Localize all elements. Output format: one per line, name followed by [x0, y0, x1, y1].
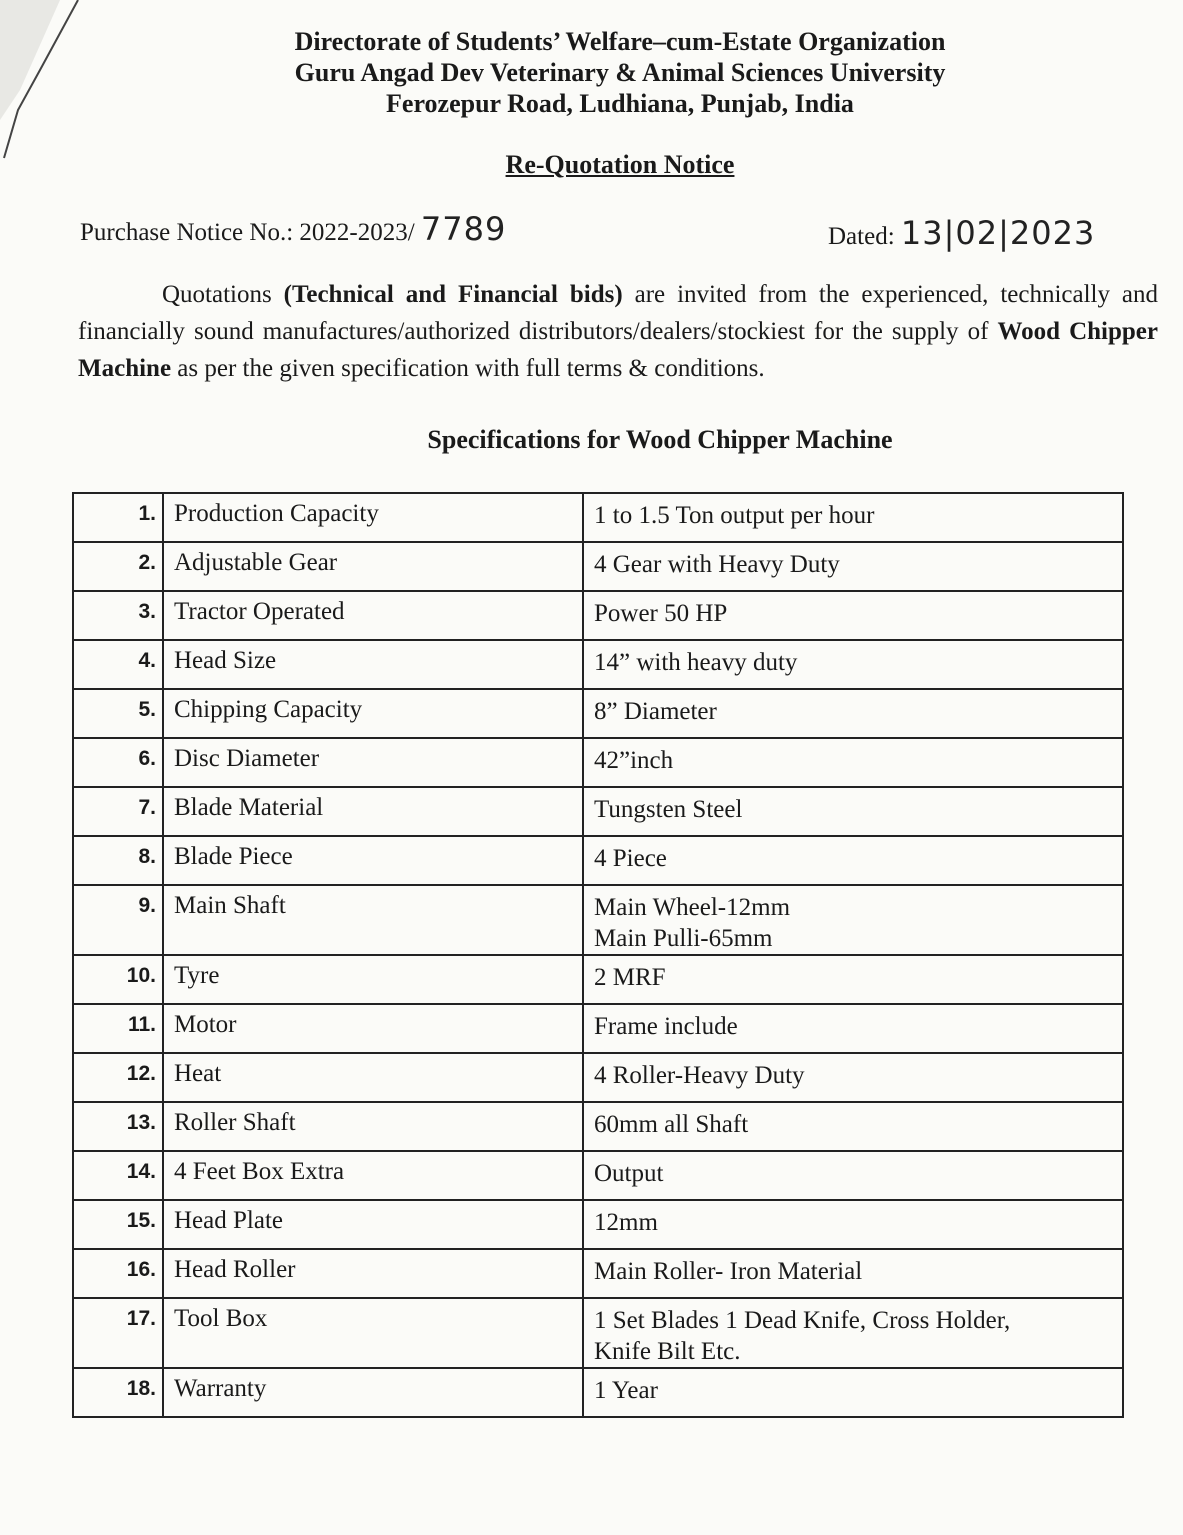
spec-value-line: Main Wheel-12mm [594, 894, 791, 921]
spec-parameter: Head Plate [163, 1200, 583, 1249]
spec-value [583, 1151, 1123, 1200]
spec-number: 1. [73, 493, 163, 542]
spec-number: 4. [73, 640, 163, 689]
table-row [73, 689, 1123, 738]
spec-parameter: Blade Material [163, 787, 583, 836]
spec-number: 5. [73, 689, 163, 738]
page-edge-mark [0, 0, 90, 160]
spec-number: 2. [73, 542, 163, 591]
spec-parameter: 4 Feet Box Extra [163, 1151, 583, 1200]
dated-handwritten-value: 13|02|2023 [900, 214, 1096, 252]
spec-value-line: 4 Piece [594, 845, 667, 872]
spec-value [583, 1102, 1123, 1151]
spec-value-line: Main Roller- Iron Material [594, 1258, 863, 1285]
spec-value-line: 12mm [594, 1209, 658, 1236]
spec-number: 7. [73, 787, 163, 836]
notice-title: Re-Quotation Notice [505, 150, 735, 179]
spec-parameter: Roller Shaft [163, 1102, 583, 1151]
spec-value [583, 1249, 1123, 1298]
spec-number: 6. [73, 738, 163, 787]
spec-number: 13. [73, 1102, 163, 1151]
spec-parameter: Production Capacity [163, 493, 583, 542]
spec-parameter: Chipping Capacity [163, 689, 583, 738]
table-row [73, 885, 1123, 955]
spec-parameter: Tractor Operated [163, 591, 583, 640]
spec-parameter: Disc Diameter [163, 738, 583, 787]
table-row [73, 640, 1123, 689]
intro-text-1: Quotations [162, 281, 284, 308]
table-row [73, 1368, 1123, 1417]
spec-parameter: Heat [163, 1053, 583, 1102]
spec-value-line: 42”inch [594, 747, 674, 774]
spec-value [583, 689, 1123, 738]
spec-number: 14. [73, 1151, 163, 1200]
table-row [73, 493, 1123, 542]
spec-parameter: Tyre [163, 955, 583, 1004]
spec-value-line: Frame include [594, 1013, 738, 1040]
spec-value [583, 640, 1123, 689]
intro-text-2: are invited from the experienced, technically and financially sound manufactures/authorized distributors/dealers/stockiest for the supply of [78, 281, 1158, 345]
spec-value [583, 1053, 1123, 1102]
table-row [73, 1249, 1123, 1298]
spec-number: 11. [73, 1004, 163, 1053]
spec-value [583, 591, 1123, 640]
spec-parameter: Blade Piece [163, 836, 583, 885]
spec-value [583, 1368, 1123, 1417]
spec-value-line: Power 50 HP [594, 600, 728, 627]
header-line-1: Directorate of Students’ Welfare–cum-Estate Organization [294, 27, 946, 56]
spec-value [583, 885, 1123, 955]
spec-value-line: 14” with heavy duty [594, 649, 798, 676]
spec-number: 12. [73, 1053, 163, 1102]
table-row [73, 787, 1123, 836]
purchase-notice-number [80, 210, 506, 248]
table-row [73, 738, 1123, 787]
spec-title: Specifications for Wood Chipper Machine [427, 425, 893, 454]
spec-value [583, 738, 1123, 787]
table-row [73, 1102, 1123, 1151]
purchase-notice-handwritten-number: 7789 [420, 210, 507, 248]
table-row [73, 1200, 1123, 1249]
intro-text-3: as per the given specification with full terms & conditions. [171, 355, 765, 382]
spec-value-line: Knife Bilt Etc. [594, 1338, 741, 1365]
header-line-3: Ferozepur Road, Ludhiana, Punjab, India [386, 89, 854, 118]
spec-value-line: 4 Gear with Heavy Duty [594, 551, 840, 578]
table-row [73, 1151, 1123, 1200]
table-row [73, 591, 1123, 640]
intro-paragraph [78, 276, 1158, 387]
spec-parameter: Motor [163, 1004, 583, 1053]
spec-value [583, 493, 1123, 542]
spec-parameter: Tool Box [163, 1298, 583, 1368]
spec-parameter: Main Shaft [163, 885, 583, 955]
intro-bold-1: (Technical and Financial bids) [283, 281, 623, 308]
table-row [73, 1298, 1123, 1368]
dated-label: Dated: [828, 223, 895, 250]
purchase-notice-label: Purchase Notice No.: 2022-2023/ [80, 219, 415, 246]
table-row [73, 542, 1123, 591]
spec-number: 18. [73, 1368, 163, 1417]
intro-bold-2: Wood Chipper Machine [78, 318, 1158, 382]
spec-number: 16. [73, 1249, 163, 1298]
header-line-2: Guru Angad Dev Veterinary & Animal Sciences University [294, 58, 946, 87]
table-row [73, 1053, 1123, 1102]
spec-number: 15. [73, 1200, 163, 1249]
notice-date [828, 214, 1095, 252]
spec-value-line: 1 to 1.5 Ton output per hour [594, 502, 875, 529]
spec-value [583, 1298, 1123, 1368]
spec-value-line: 60mm all Shaft [594, 1111, 749, 1138]
spec-value [583, 836, 1123, 885]
spec-value-line: Main Pulli-65mm [594, 925, 773, 952]
spec-value [583, 542, 1123, 591]
spec-number: 17. [73, 1298, 163, 1368]
spec-value-line: 8” Diameter [594, 698, 717, 725]
spec-value [583, 787, 1123, 836]
spec-value-line: 1 Set Blades 1 Dead Knife, Cross Holder, [594, 1307, 1011, 1334]
spec-parameter: Head Size [163, 640, 583, 689]
spec-parameter: Warranty [163, 1368, 583, 1417]
spec-value [583, 1200, 1123, 1249]
spec-number: 8. [73, 836, 163, 885]
spec-value-line: 1 Year [594, 1377, 658, 1404]
spec-value-line: Tungsten Steel [594, 796, 743, 823]
table-row [73, 1004, 1123, 1053]
spec-table [72, 492, 1124, 1418]
spec-value-line: Output [594, 1160, 664, 1187]
table-row [73, 836, 1123, 885]
table-row [73, 955, 1123, 1004]
spec-number: 9. [73, 885, 163, 955]
spec-parameter: Adjustable Gear [163, 542, 583, 591]
spec-value [583, 955, 1123, 1004]
spec-value [583, 1004, 1123, 1053]
spec-value-line: 2 MRF [594, 964, 666, 991]
spec-number: 3. [73, 591, 163, 640]
spec-parameter: Head Roller [163, 1249, 583, 1298]
spec-value-line: 4 Roller-Heavy Duty [594, 1062, 805, 1089]
document-header [250, 26, 990, 119]
spec-number: 10. [73, 955, 163, 1004]
